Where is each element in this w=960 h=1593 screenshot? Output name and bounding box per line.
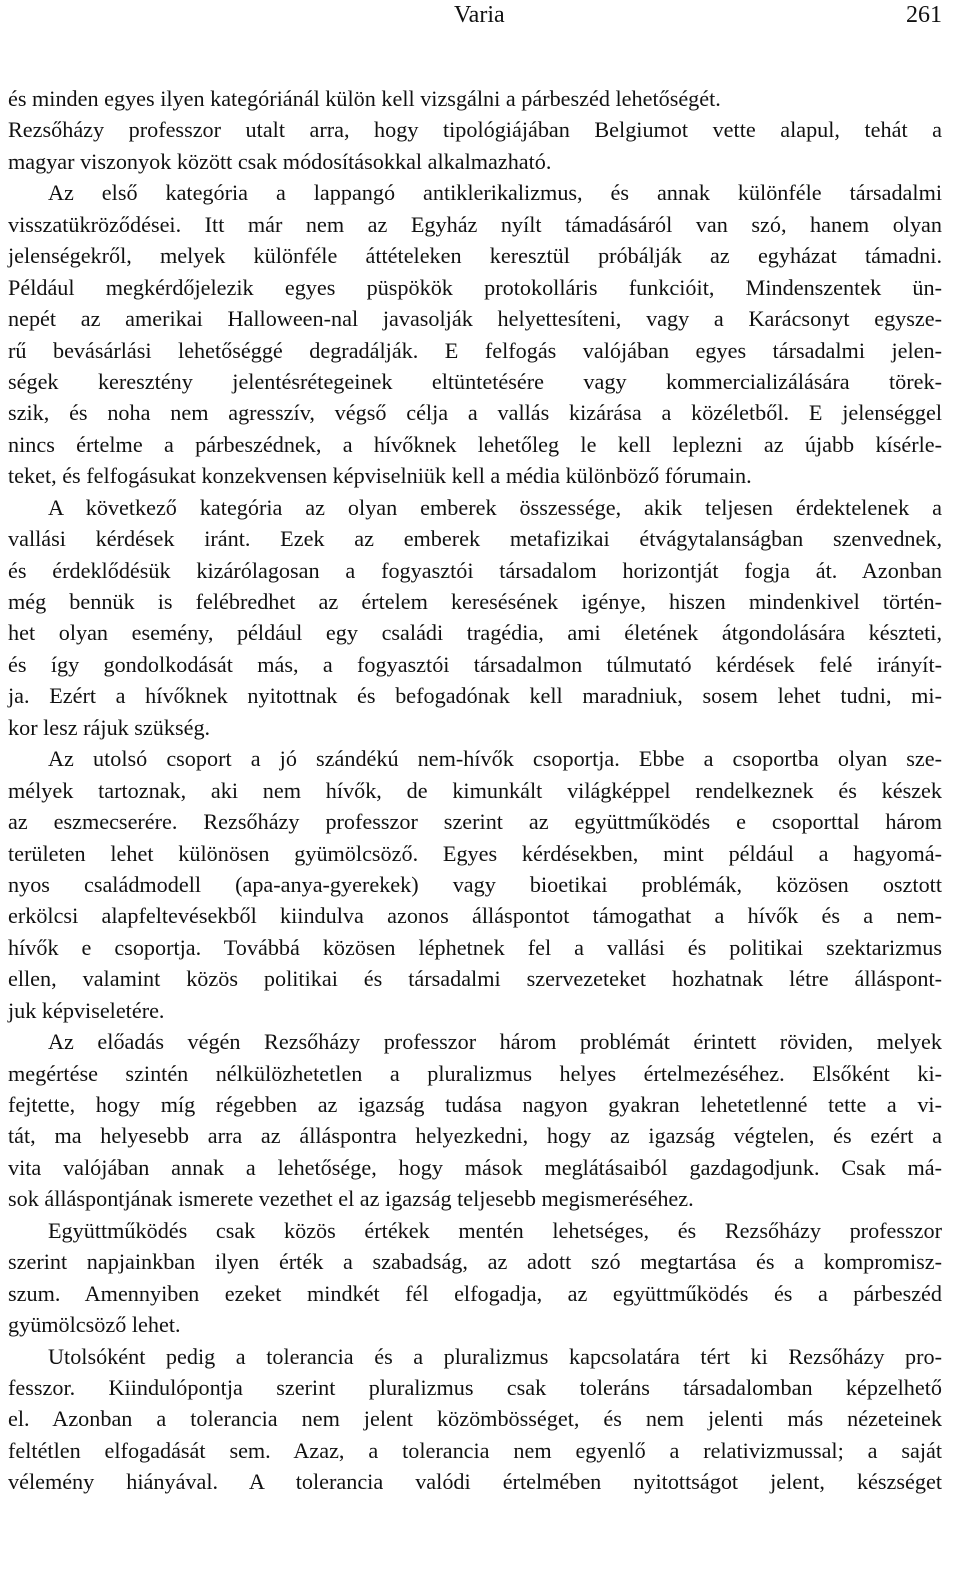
text-line: gyümölcsöző lehet. xyxy=(8,1312,181,1338)
text-line: Az utolsó csoport a jó szándékú nem-hívők csoportja. Ebbe a csoportba olyan sze- xyxy=(48,746,942,772)
text-line: visszatükröződései. Itt már nem az Egyház nyílt támadásáról van szó, hanem olyan xyxy=(8,211,942,237)
document-page xyxy=(8,0,942,1495)
text-line: het olyan esemény, például egy családi tragédia, ami életének átgondolására készteti, xyxy=(8,620,942,646)
text-line: el. Azonban a tolerancia nem jelent közömbösséget, és nem jelenti más nézeteinek xyxy=(8,1406,942,1432)
text-line: megértése szintén nélkülözhetetlen a pluralizmus helyes értelmezéséhez. Elsőként ki- xyxy=(8,1060,942,1086)
text-line: és érdeklődésük kizárólagosan a fogyasztói társadalom horizontját fogja át. Azonban xyxy=(8,557,942,583)
text-line: Rezsőházy professzor utalt arra, hogy tipológiájában Belgiumot vette alapul, tehát a xyxy=(8,117,942,143)
text-line: vallási kérdések iránt. Ezek az emberek metafizikai étvágytalanságban szenvednek, xyxy=(8,526,942,552)
text-line: sok álláspontjának ismerete vezethet el az igazság teljesebb megismeréséhez. xyxy=(8,1186,694,1212)
text-line: teket, és felfogásukat konzekvensen képviselniük kell a média különböző fórumain. xyxy=(8,463,752,489)
text-line: még bennük is felébredhet az értelem keresésének igénye, hiszen mindenkivel történ- xyxy=(8,589,942,614)
running-title: Varia xyxy=(454,2,505,28)
text-line: területen lehet különösen gyümölcsöző. Egyes kérdésekben, mint például a hagyomá- xyxy=(8,840,942,866)
text-line: szik, és noha nem agresszív, végső célja a vallás kizárása a közéletből. E jelenséggel xyxy=(8,400,942,426)
text-line: szerint napjainkban ilyen érték a szabadság, az adott szó megtartása és a kompromisz- xyxy=(8,1249,942,1275)
text-line: az eszmecserére. Rezsőházy professzor szerint az együttműködés e csoporttal három xyxy=(8,809,942,835)
text-line: Például megkérdőjelezik egyes püspökök protokolláris funkcióit, Mindenszentek ün- xyxy=(8,274,942,300)
text-line: ja. Ezért a hívőknek nyitottnak és befogadónak kell maradniuk, sosem lehet tudni, mi- xyxy=(8,683,942,709)
text-line: ségek keresztény jelentésrétegeinek eltüntetésére vagy kommercializálására törek- xyxy=(8,368,942,394)
text-line: vélemény hiányával. A tolerancia valódi értelmében nyitottságot jelent, készséget xyxy=(8,1469,942,1495)
text-line: nincs értelme a párbeszédnek, a hívőknek lehetőleg le kell leplezni az újabb kísérle- xyxy=(8,431,942,457)
text-line: Utolsóként pedig a tolerancia és a pluralizmus kapcsolatára tért ki Rezsőházy pro- xyxy=(48,1343,942,1369)
text-line: szum. Amennyiben ezeket mindkét fél elfogadja, az együttműködés és a párbeszéd xyxy=(8,1280,942,1306)
text-line: tát, ma helyesebb arra az álláspontra helyezkedni, hogy az igazság végtelen, és ezért a xyxy=(8,1123,942,1149)
text-line: rű bevásárlási lehetőséggé degradálják. E felfogás valójában egyes társadalmi jelen- xyxy=(8,337,942,363)
text-line: és minden egyes ilyen kategóriánál külön kell vizsgálni a párbeszéd lehetőségét. xyxy=(8,86,721,111)
text-line: nyos családmodell (apa-anya-gyerekek) vagy bioetikai problémák, közösen osztott xyxy=(8,871,942,897)
running-header xyxy=(8,0,942,50)
text-line: fejtette, hogy míg régebben az igazság tudása nagyon gyakran lehetetlenné tette a vi- xyxy=(8,1092,942,1117)
text-line: erkölcsi alapfeltevésekből kiindulva azonos álláspontot támogathat a hívők és a nem- xyxy=(8,903,942,929)
body-text xyxy=(8,83,942,1498)
text-line: kor lesz rájuk szükség. xyxy=(8,714,211,740)
text-line: hívők e csoportja. Továbbá közösen léphetnek fel a vallási és politikai szektarizmus xyxy=(8,934,942,960)
text-line: Az előadás végén Rezsőházy professzor három problémát érintett röviden, melyek xyxy=(48,1029,942,1055)
text-line: és így gondolkodását más, a fogyasztói társadalmon túlmutató kérdések felé irányít- xyxy=(8,651,942,677)
text-line: nepét az amerikai Halloween-nal javasolják helyettesíteni, vagy a Karácsonyt egysze- xyxy=(8,306,942,332)
text-line: Az első kategória a lappangó antiklerikalizmus, és annak különféle társadalmi xyxy=(48,180,942,206)
text-line: fesszor. Kiindulópontja szerint pluralizmus csak toleráns társadalomban képzelhető xyxy=(8,1374,942,1400)
text-line: jelenségekről, melyek különféle áttételeken keresztül próbálják az egyházat támadni. xyxy=(8,243,942,269)
text-line: vita valójában annak a lehetősége, hogy mások meglátásaiból gazdagodjunk. Csak má- xyxy=(8,1154,942,1180)
page-number: 261 xyxy=(906,2,942,28)
text-line: juk képviseletére. xyxy=(8,997,165,1023)
text-line: mélyek tartoznak, aki nem hívők, de kimunkált világképpel rendelkeznek és készek xyxy=(8,777,942,803)
text-line: feltétlen elfogadását sem. Azaz, a tolerancia nem egyenlő a relativizmussal; a saját xyxy=(8,1437,942,1463)
text-line: Együttműködés csak közös értékek mentén lehetséges, és Rezsőházy professzor xyxy=(48,1217,942,1243)
text-line: magyar viszonyok között csak módosításokkal alkalmazható. xyxy=(8,148,552,174)
text-line: ellen, valamint közös politikai és társadalmi szervezeteket hozhatnak létre álláspont- xyxy=(8,966,942,992)
text-line: A következő kategória az olyan emberek összessége, akik teljesen érdektelenek a xyxy=(48,494,942,520)
